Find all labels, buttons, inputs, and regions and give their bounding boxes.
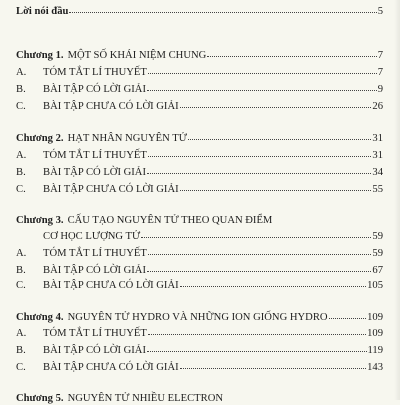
item-letter: B. bbox=[16, 345, 26, 356]
intro-title: Lời nói đầu bbox=[16, 6, 69, 17]
leader-dots bbox=[141, 237, 371, 238]
item-page: 109 bbox=[367, 328, 383, 339]
leader-dots bbox=[147, 173, 371, 174]
item-title: BÀI TẬP CHƯA CÓ LỜI GIẢI bbox=[43, 184, 179, 195]
chapter-2-item-a bbox=[16, 149, 383, 162]
intro-page: 5 bbox=[377, 6, 383, 17]
item-title: BÀI TẬP CHƯA CÓ LỜI GIẢI bbox=[43, 280, 179, 291]
item-title: TÓM TẮT LÍ THUYẾT bbox=[43, 67, 147, 78]
chapter-4-heading bbox=[16, 311, 383, 324]
chapter-3-item-c bbox=[16, 279, 383, 292]
leader-dots bbox=[147, 271, 371, 272]
chapter-1-title: MỘT SỐ KHÁI NIỆM CHUNG bbox=[67, 50, 207, 61]
chapter-4-item-b bbox=[16, 344, 383, 357]
item-letter: A. bbox=[16, 150, 27, 161]
item-title: TÓM TẮT LÍ THUYẾT bbox=[43, 328, 147, 339]
chapter-5-title: NGUYÊN TỬ NHIỀU ELECTRON bbox=[67, 393, 223, 404]
leader-dots bbox=[188, 139, 371, 140]
item-title: BÀI TẬP CÓ LỜI GIẢI bbox=[43, 84, 146, 95]
item-title: BÀI TẬP CÓ LỜI GIẢI bbox=[43, 265, 146, 276]
leader-dots bbox=[69, 12, 376, 13]
item-page: 31 bbox=[372, 150, 383, 161]
item-page: 55 bbox=[372, 184, 383, 195]
item-page: 67 bbox=[372, 265, 383, 276]
chapter-3-title: CẤU TẠO NGUYÊN TỬ THEO QUAN ĐIỂM bbox=[67, 215, 273, 226]
chapter-4-number: Chương 4. bbox=[16, 312, 64, 323]
item-title: BÀI TẬP CHƯA CÓ LỜI GIẢI bbox=[43, 362, 179, 373]
item-letter: A. bbox=[16, 328, 27, 339]
chapter-1-item-c bbox=[16, 100, 383, 113]
page-edge-shadow bbox=[394, 0, 400, 400]
chapter-3-item-b bbox=[16, 264, 383, 277]
item-title: BÀI TẬP CÓ LỜI GIẢI bbox=[43, 167, 146, 178]
item-letter: C. bbox=[16, 280, 26, 291]
chapter-4-page: 109 bbox=[367, 312, 383, 323]
leader-dots bbox=[147, 90, 377, 91]
chapter-1-item-b bbox=[16, 83, 383, 96]
chapter-2-page: 31 bbox=[372, 133, 383, 144]
chapter-3-page: 59 bbox=[372, 231, 383, 242]
chapter-1-item-a bbox=[16, 66, 383, 79]
chapter-2-number: Chương 2. bbox=[16, 133, 64, 144]
item-title: TÓM TẮT LÍ THUYẾT bbox=[43, 248, 147, 259]
toc-intro bbox=[16, 5, 383, 18]
item-letter: B. bbox=[16, 167, 26, 178]
leader-dots bbox=[148, 334, 366, 335]
leader-dots bbox=[148, 254, 372, 255]
chapter-5-heading bbox=[16, 392, 383, 405]
leader-dots bbox=[180, 286, 366, 287]
leader-dots bbox=[207, 56, 376, 57]
chapter-4-item-c bbox=[16, 361, 383, 374]
item-title: BÀI TẬP CHƯA CÓ LỜI GIẢI bbox=[43, 101, 179, 112]
chapter-3-number: Chương 3. bbox=[16, 215, 64, 226]
item-letter: C. bbox=[16, 184, 26, 195]
item-letter: B. bbox=[16, 265, 26, 276]
item-title: TÓM TẮT LÍ THUYẾT bbox=[43, 150, 147, 161]
item-title: BÀI TẬP CÓ LỜI GIẢI bbox=[43, 345, 146, 356]
leader-dots bbox=[180, 368, 366, 369]
item-letter: A. bbox=[16, 248, 27, 259]
item-letter: C. bbox=[16, 101, 26, 112]
chapter-1-heading bbox=[16, 49, 383, 62]
item-page: 59 bbox=[372, 248, 383, 259]
chapter-2-heading bbox=[16, 132, 383, 145]
item-page: 34 bbox=[372, 167, 383, 178]
chapter-3-heading bbox=[16, 214, 383, 227]
leader-dots bbox=[148, 73, 377, 74]
chapter-1-page: 7 bbox=[377, 50, 383, 61]
item-page: 119 bbox=[367, 345, 383, 356]
item-letter: A. bbox=[16, 67, 27, 78]
chapter-5-number: Chương 5. bbox=[16, 393, 64, 404]
item-letter: B. bbox=[16, 84, 26, 95]
chapter-2-item-c bbox=[16, 183, 383, 196]
chapter-1-number: Chương 1. bbox=[16, 50, 64, 61]
item-letter: C. bbox=[16, 362, 26, 373]
chapter-3-item-a bbox=[16, 247, 383, 260]
chapter-4-title: NGUYÊN TỬ HYDRO VÀ NHỮNG ION GIỐNG HYDRO bbox=[67, 312, 328, 323]
leader-dots bbox=[148, 156, 372, 157]
chapter-2-title: HẠT NHÂN NGUYÊN TỬ bbox=[67, 133, 187, 144]
item-page: 105 bbox=[367, 280, 383, 291]
item-page: 7 bbox=[377, 67, 383, 78]
leader-dots bbox=[180, 190, 372, 191]
item-page: 26 bbox=[372, 101, 383, 112]
item-page: 9 bbox=[377, 84, 383, 95]
leader-dots bbox=[329, 318, 367, 319]
chapter-3-heading-line2 bbox=[43, 230, 383, 243]
item-page: 143 bbox=[367, 362, 383, 373]
chapter-4-item-a bbox=[16, 327, 383, 340]
leader-dots bbox=[180, 107, 372, 108]
leader-dots bbox=[147, 351, 367, 352]
chapter-2-item-b bbox=[16, 166, 383, 179]
chapter-3-title-line2: CƠ HỌC LƯỢNG TỬ bbox=[43, 231, 141, 242]
